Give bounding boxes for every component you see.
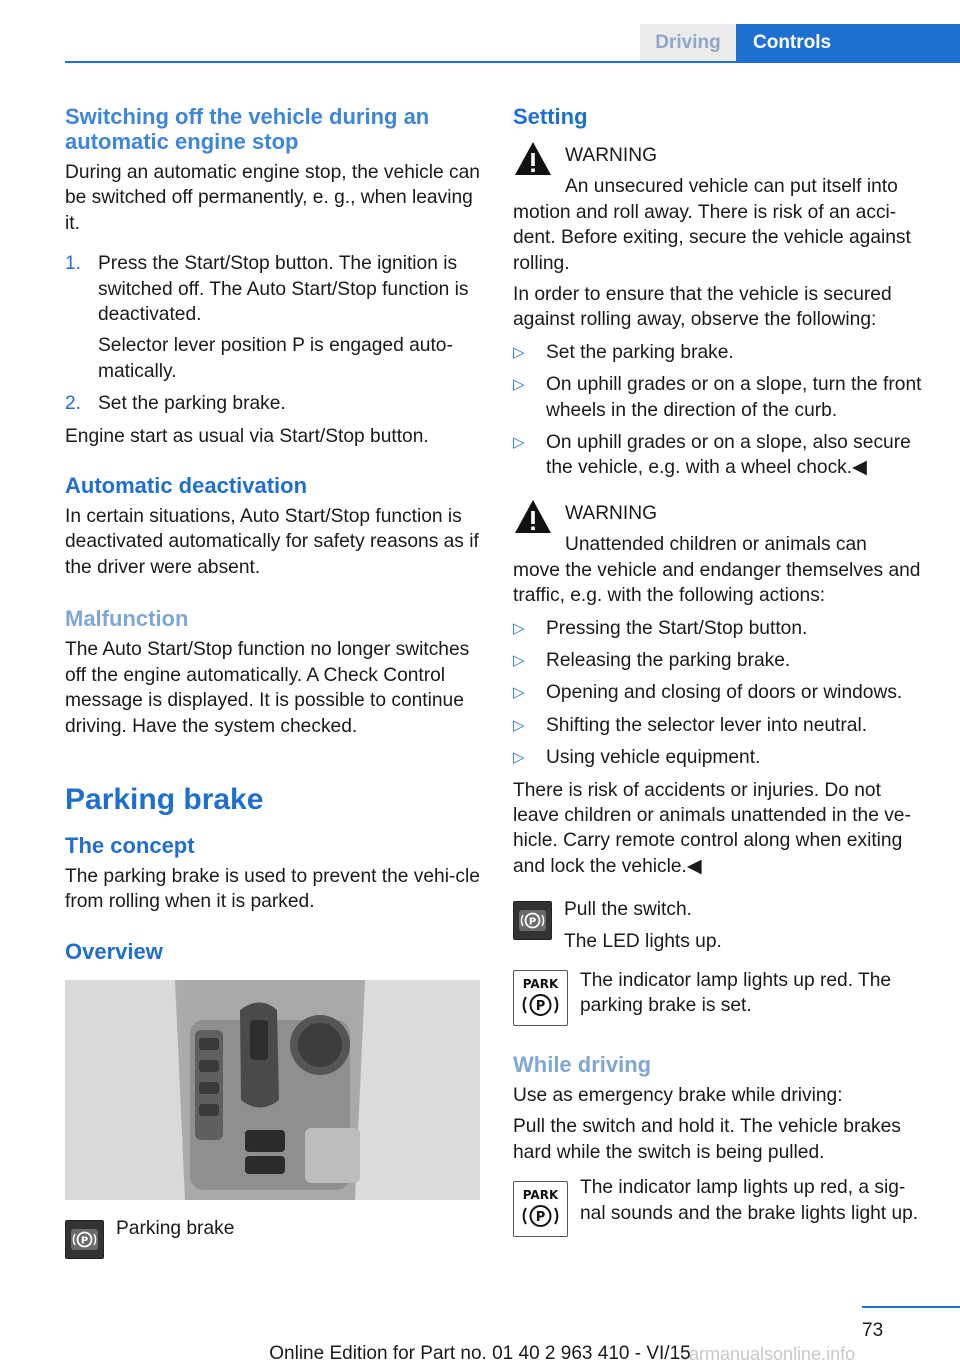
step-2 (65, 391, 480, 416)
heading-while-driving: While driving (513, 1051, 652, 1077)
list-item: ▷ Pressing the Start/Stop button. (513, 616, 928, 641)
para-concept: The parking brake is used to prevent the vehi‐cle from rolling when it is parked. (65, 865, 480, 913)
warning-icon (513, 139, 553, 179)
step-number: 1. (65, 253, 82, 275)
left-column (65, 104, 480, 1259)
center-console-image (65, 980, 480, 1200)
list-item: ▷ On uphill grades or on a slope, turn the front wheels in the direction of the curb. (513, 372, 928, 423)
triangle-bullet-icon: ▷ (513, 619, 525, 637)
heading-switch-off: Switching off the vehicle during an automatic engine stop (65, 104, 430, 154)
para-switch-off: During an automatic engine stop, the vehicle can be switched off permanently, e. g., when leaving it. (65, 162, 480, 234)
parking-brake-switch-icon (513, 901, 552, 940)
edition-text: Online Edition for Part no. 01 40 2 963 410 - VI/15 (269, 1343, 691, 1364)
heading-malfunction: Malfunction (65, 606, 189, 632)
heading-concept: The concept (65, 832, 195, 858)
para-emergency: Use as emergency brake while driving: (513, 1084, 843, 1106)
indicator-row-1 (513, 968, 928, 1026)
list-item: ▷ Using vehicle equipment. (513, 745, 928, 770)
list-item: ▷ On uphill grades or on a slope, also secure the vehicle, e.g. with a wheel chock.◀ (513, 430, 928, 481)
list-item: ▷ Shifting the selector lever into neutral. (513, 713, 928, 738)
indicator-row-2 (513, 1175, 928, 1237)
warning-text-first: Unattended children or animals can (565, 534, 867, 556)
park-indicator-icon (513, 970, 568, 1026)
caption-row (65, 1217, 480, 1259)
svg-text:P: P (528, 916, 537, 928)
indicator-red-text: The indicator lamp lights up red. The parking brake is set. (580, 969, 892, 1017)
footer-rule (862, 1306, 960, 1308)
triangle-bullet-icon: ▷ (513, 376, 525, 394)
bullet-list-2 (513, 616, 928, 771)
heading-setting: Setting (513, 104, 588, 129)
list-item: ▷ Opening and closing of doors or windows. (513, 680, 928, 705)
page-header (0, 24, 960, 62)
right-column (513, 104, 928, 1237)
warning-2 (513, 501, 928, 558)
triangle-bullet-icon: ▷ (513, 716, 525, 734)
para-auto-deactivation: In certain situations, Auto Start/Stop function is deactivated automatically for safety reasons as if the driver were absent. (65, 506, 479, 578)
pull-switch-text: Pull the switch. (564, 899, 692, 921)
para-ensure: In order to ensure that the vehicle is secured against rolling away, observe the following: (513, 284, 892, 331)
para-malfunction: The Auto Start/Stop function no longer switches off the engine automatically. A Check Control message is displayed. It is possible to continue driving. Have the system checked. (65, 639, 470, 737)
tab-controls[interactable]: Controls (736, 24, 960, 61)
triangle-bullet-icon: ▷ (513, 651, 525, 669)
triangle-bullet-icon: ▷ (513, 434, 525, 452)
tab-driving[interactable]: Driving (640, 24, 736, 61)
triangle-bullet-icon: ▷ (513, 684, 525, 702)
svg-text:P: P (535, 1210, 546, 1226)
warning-title: WARNING (565, 145, 658, 166)
step-1 (65, 251, 480, 384)
warning-icon (513, 497, 553, 537)
step-number: 2. (65, 393, 82, 415)
warning-text-rest: motion and roll away. There is risk of an acci‐dent. Before exiting, secure the vehicle against rolling. (513, 201, 911, 274)
svg-text:PARK: PARK (522, 976, 559, 991)
heading-overview: Overview (65, 938, 163, 964)
triangle-bullet-icon: ▷ (513, 749, 525, 767)
indicator-signal-text: The indicator lamp lights up red, a sig‐nal sounds and the brake lights light up. (580, 1177, 919, 1224)
para-engine-start: Engine start as usual via Start/Stop button. (65, 425, 429, 447)
warning-1 (513, 143, 928, 200)
warning-text-rest: move the vehicle and endanger themselves and traffic, e.g. with the following actions: (513, 559, 921, 607)
step-text: Press the Start/Stop button. The ignition is switched off. The Auto Start/Stop function is deactivated. (98, 253, 469, 326)
page-number: 73 (862, 1320, 884, 1341)
warning-text-first: An unsecured vehicle can put itself into (565, 176, 898, 198)
triangle-bullet-icon: ▷ (513, 343, 525, 361)
bullet-list-1 (513, 340, 928, 481)
svg-text:PARK: PARK (522, 1188, 559, 1203)
warning-title: WARNING (565, 502, 658, 524)
heading-parking-brake: Parking brake (65, 782, 264, 816)
park-indicator-icon (513, 1181, 568, 1237)
header-rule (65, 61, 960, 63)
para-pull-hold: Pull the switch and hold it. The vehicle brakes hard while the switch is being pulled. (513, 1116, 901, 1163)
svg-text:P: P (535, 998, 546, 1014)
pull-switch-row (513, 897, 928, 954)
led-lights-text: The LED lights up. (564, 930, 722, 952)
parking-brake-switch-icon (65, 1220, 104, 1259)
svg-text:P: P (80, 1235, 89, 1247)
step-subtext: Selector lever position P is engaged auto‐matically. (98, 335, 453, 382)
list-item: ▷ Set the parking brake. (513, 340, 928, 365)
caption-parking-brake: Parking brake (116, 1217, 235, 1239)
list-item: ▷ Releasing the parking brake. (513, 648, 928, 673)
heading-auto-deactivation: Automatic deactivation (65, 473, 308, 499)
watermark: carmanualsonline.info (680, 1344, 856, 1364)
step-text: Set the parking brake. (98, 393, 286, 415)
center-console-photo (65, 980, 480, 1200)
para-risk: There is risk of accidents or injuries. Do not leave children or animals unattended in the ve‐hicle. Carry remote control along when exiting and lock the vehicle.◀ (513, 779, 911, 877)
